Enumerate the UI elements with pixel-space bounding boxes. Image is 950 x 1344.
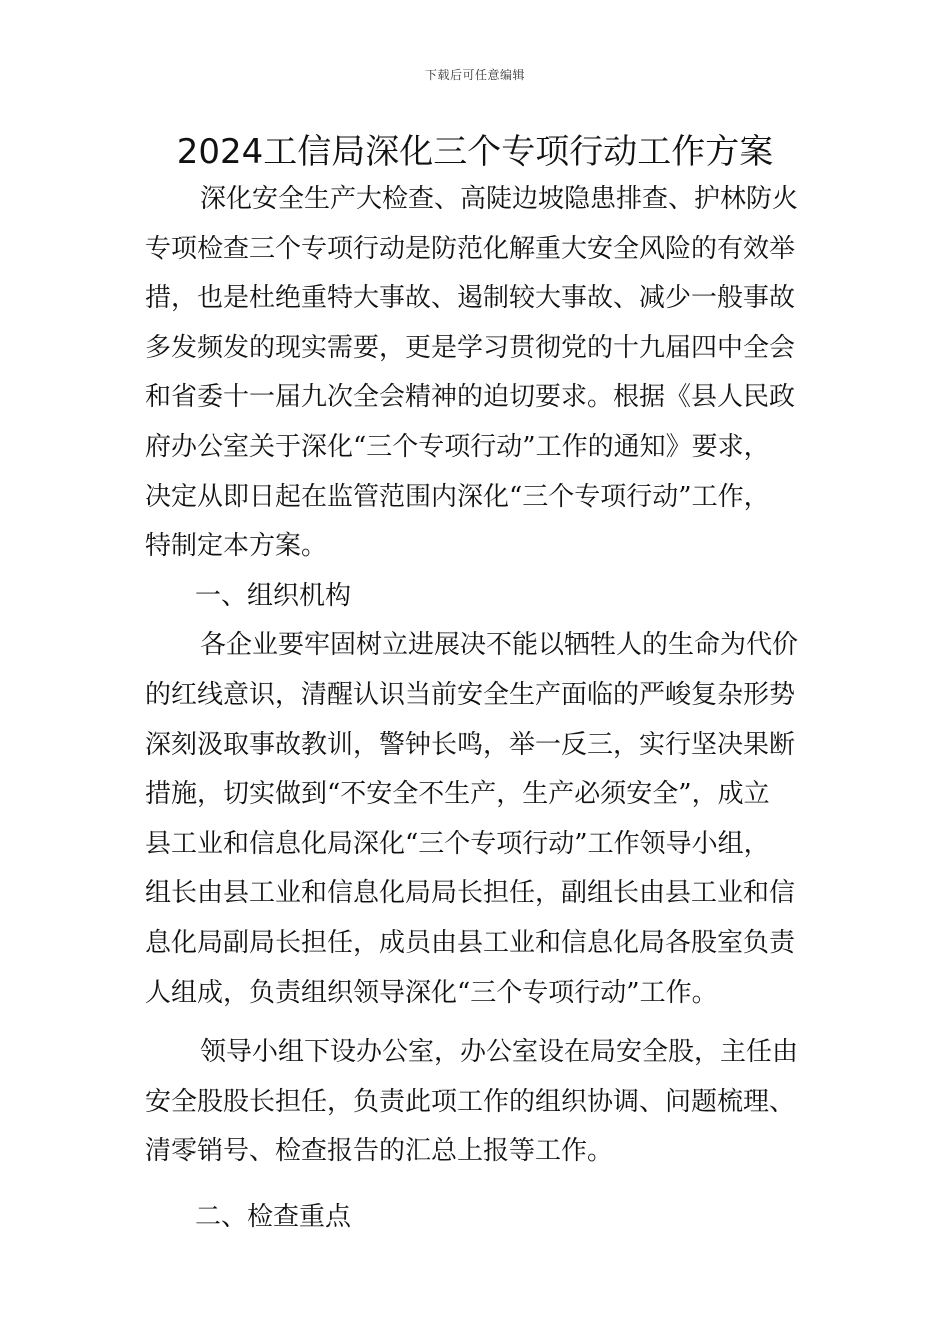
- paragraph-line: 县工业和信息化局深化“三个专项行动”工作领导小组，: [145, 828, 770, 859]
- document-body: [145, 175, 805, 1242]
- paragraph-line: 决定从即日起在监管范围内深化“三个专项行动”工作，: [145, 481, 770, 512]
- paragraph-line: 深刻汲取事故教训，警钟长鸣，举一反三，实行坚决果断: [145, 729, 796, 760]
- section-heading-inspection-focus: 二、检查重点: [195, 1201, 352, 1232]
- paragraph-line: 清零销号、检查报告的汇总上报等工作。: [145, 1136, 614, 1167]
- intro-paragraph: [145, 175, 805, 572]
- paragraph-line: 和省委十一届九次全会精神的迫切要求。根据《县人民政: [145, 382, 796, 413]
- document-title: 2024工信局深化三个专项行动工作方案: [176, 132, 774, 172]
- paragraph-line: 安全股股长担任，负责此项工作的组织协调、问题梳理、: [145, 1086, 796, 1117]
- paragraph-line: 深化安全生产大检查、高陡边坡隐患排查、护林防火: [200, 184, 799, 214]
- organization-paragraph: [145, 621, 805, 1018]
- paragraph-line: 特制定本方案。: [145, 531, 328, 562]
- paragraph-line: 府办公室关于深化“三个专项行动”工作的通知》要求，: [145, 431, 770, 462]
- paragraph-line: 领导小组下设办公室，办公室设在局安全股，主任由: [200, 1037, 799, 1068]
- paragraph-line: 组长由县工业和信息化局局长担任，副组长由县工业和信: [145, 878, 796, 909]
- paragraph-line: 专项检查三个专项行动是防范化解重大安全风险的有效举: [145, 233, 796, 264]
- office-paragraph: [145, 1028, 805, 1177]
- paragraph-line: 息化局副局长担任，成员由县工业和信息化局各股室负责: [145, 927, 796, 958]
- paragraph-line: 人组成，负责组织领导深化“三个专项行动”工作。: [145, 977, 718, 1008]
- paragraph-line: 措施，切实做到“不安全不生产，生产必须安全”，成立: [145, 779, 770, 810]
- paragraph-line: 各企业要牢固树立进展决不能以牺牲人的生命为代价: [200, 630, 799, 661]
- paragraph-line: 多发频发的现实需要，更是学习贯彻党的十九届四中全会: [145, 332, 796, 363]
- paragraph-line: 措，也是杜绝重特大事故、遏制较大事故、减少一般事故: [145, 283, 796, 314]
- section-heading-organization: 一、组织机构: [195, 580, 352, 611]
- header-note: 下载后可任意编辑: [424, 68, 525, 82]
- paragraph-line: 的红线意识，清醒认识当前安全生产面临的严峻复杂形势: [145, 679, 796, 710]
